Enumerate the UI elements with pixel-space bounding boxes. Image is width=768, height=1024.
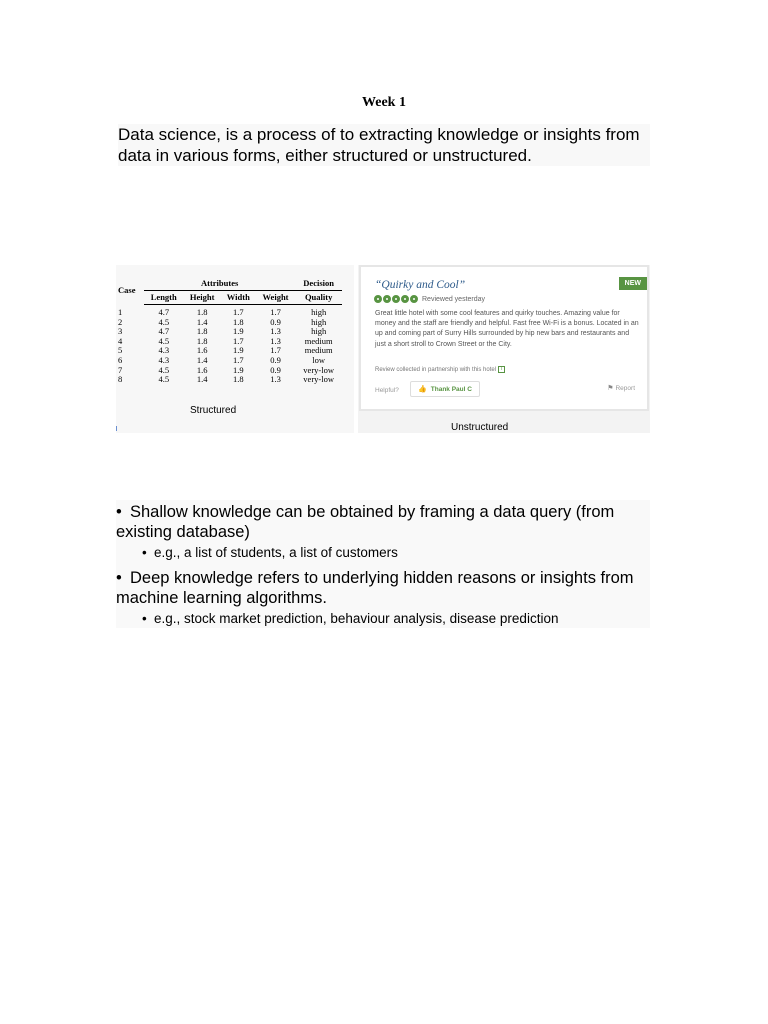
table-cell: 1.6 [196,364,208,375]
table-cell: 4.5 [158,335,170,346]
table-cell: 1.9 [232,345,244,356]
table-cell: 4 [118,335,123,346]
table-cell: 4.5 [158,374,170,385]
table-cell: 4.5 [158,316,170,327]
table-cell: 1.3 [270,326,281,337]
review-text: Great little hotel with some cool features and quirky touches. Amazing value for money and the staff are friendly and helpful. Fast free Wi-Fi is a bonus. Located in an up and coming part of Surry Hills surrounded by hip new bars and restaurants and just a short stroll to Crown Street or the City. [375,310,639,348]
table-cell: 6 [118,354,123,365]
table-cell: 4.7 [158,307,170,317]
table-cell: medium [304,345,333,356]
bullet-marker: • [116,503,122,521]
knowledge-bullets [116,500,650,628]
sub-bullet-shallow-example [142,545,398,561]
structured-caption: Structured [190,405,237,416]
rating-row [374,295,485,303]
review-card [359,265,649,411]
table-cell: medium [304,335,333,346]
table-cell: 1.4 [196,374,208,385]
partnership-note [375,366,505,373]
table-cell: very-low [303,374,334,385]
sub-bullet-text: e.g., a list of students, a list of customers [154,545,398,560]
sub-bullet-text: e.g., stock market prediction, behaviour analysis, disease prediction [154,611,559,626]
table-cell: 2 [118,316,123,327]
sub-bullet-marker: • [142,611,147,626]
bullet-text: Shallow knowledge can be obtained by framing a data query (from existing database) [116,503,615,541]
table-cell: high [311,326,327,337]
table-cell: 1.7 [232,307,244,317]
table-cell: 1.7 [270,307,281,317]
tick-mark [116,426,117,431]
table-cell: 1.8 [232,374,244,385]
thank-button-label: Thank Paul C [430,385,472,393]
column-header: Height [184,291,221,305]
bullet-marker: • [116,569,122,587]
flag-icon: ⚑ [607,385,614,392]
table-cell: 0.9 [270,354,281,365]
attributes-group-header: Attributes [144,277,295,291]
table-body [118,305,342,385]
attributes-table [118,277,342,385]
table-cell: 7 [118,364,123,375]
helpful-label: Helpful? [375,387,399,394]
table-cell: 1.4 [196,354,208,365]
sub-bullet-deep-example [142,611,558,627]
table-cell: 4.7 [158,326,170,337]
table-cell: 4.5 [158,364,170,375]
info-icon[interactable]: i [498,366,505,373]
table-cell: 3 [118,326,123,337]
unstructured-caption: Unstructured [451,422,509,433]
intro-paragraph: Data science, is a process of to extracting knowledge or insights from data in various forms, either structured or unstructured. [118,124,650,166]
table-cell: 8 [118,374,123,385]
column-header: Weight [256,291,296,305]
table-cell: 1.9 [232,326,244,337]
table-cell: 5 [118,345,123,356]
rating-bubble-icon [410,295,418,303]
table-cell: 1.8 [232,316,244,327]
bullet-text: Deep knowledge refers to underlying hidden reasons or insights from machine learning algorithms. [116,569,634,607]
table-cell: 1.7 [232,354,244,365]
partnership-text: Review collected in partnership with this hotel [375,366,497,373]
unstructured-data-figure [358,265,650,433]
decision-group-header: Decision [295,277,342,291]
table-row [118,375,342,385]
table-cell: 4.3 [158,345,170,356]
rating-bubbles [374,295,418,303]
table-cell: 1 [118,306,123,317]
rating-bubble-icon [374,295,382,303]
table-cell: 1.3 [270,335,281,346]
table-cell: 1.6 [196,345,208,356]
table-cell: 1.4 [196,316,208,327]
page-title: Week 1 [362,95,406,110]
table-cell: 0.9 [270,316,281,327]
table-row [118,346,342,356]
review-title[interactable]: “Quirky and Cool” [375,279,466,291]
column-header: Width [221,291,256,305]
table-cell: low [312,354,326,365]
rating-bubble-icon [401,295,409,303]
report-link[interactable] [607,384,635,392]
column-header: Quality [295,291,342,305]
table-cell: 1.8 [196,335,208,346]
table-cell: 1.3 [270,374,281,385]
table-row [118,305,342,318]
table-cell: high [311,307,327,317]
report-label: Report [615,384,635,392]
table-row [118,318,342,328]
table-cell: 1.9 [232,364,244,375]
structured-data-figure [116,265,354,433]
table-cell: 1.8 [196,307,208,317]
table-cell: 1.7 [270,345,281,356]
table-cell: 4.3 [158,354,170,365]
review-date: Reviewed yesterday [422,295,486,303]
thank-button[interactable] [410,381,480,397]
sub-bullet-marker: • [142,545,147,560]
table-cell: 1.8 [196,326,208,337]
thumbs-up-icon: 👍 [418,386,427,393]
table-cell: 0.9 [270,364,281,375]
rating-bubble-icon [383,295,391,303]
bullet-shallow-knowledge [116,502,650,542]
case-header: Case [118,284,136,295]
bullet-deep-knowledge [116,568,650,608]
rating-bubble-icon [392,295,400,303]
table-cell: very-low [303,364,334,375]
table-cell: high [311,316,327,327]
table-cell: 1.7 [232,335,244,346]
new-badge: NEW [619,277,647,290]
column-header: Length [144,291,184,305]
